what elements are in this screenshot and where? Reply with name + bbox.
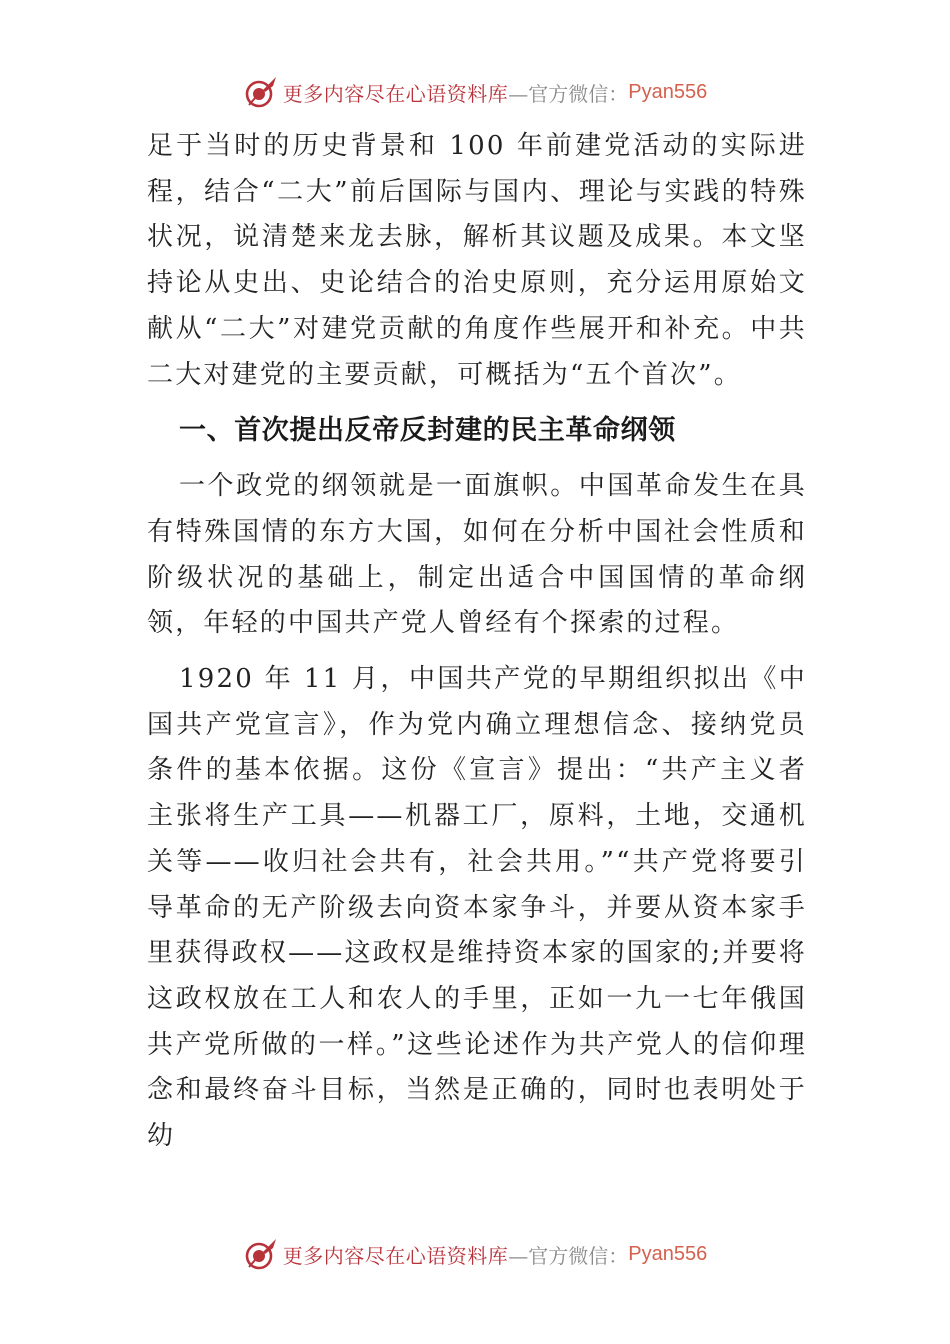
quill-circle-icon bbox=[243, 74, 279, 110]
watermark-lead-text: 更多内容尽在心语资料库 bbox=[282, 1243, 509, 1268]
header-watermark bbox=[0, 70, 950, 114]
watermark-account: Pyan556 bbox=[628, 1242, 708, 1265]
watermark-lead-text: 更多内容尽在心语资料库 bbox=[282, 81, 509, 106]
watermark-separator-text: —官方微信： bbox=[508, 81, 629, 106]
paragraph: 1920 年 11 月，中国共产党的早期组织拟出《中国共产党宣言》，作为党内确立理想信念、接纳党员条件的基本依据。这份《宣言》提出：“共产主义者主张将生产工具——机器工厂，原料，土地，交通机关等——收归社会共有，社会共用。”“共产党将要引导革命的无产阶级去向资本家争斗，并要从资本家手里获得政权——这政权是维持资本家的国家的;并要将这政权放在工人和农人的手里，正如一九一七年俄国共产党所做的一样。”这些论述作为共产党人的信仰理念和最终奋斗目标，当然是正确的，同时也表明处于幼 bbox=[147, 664, 807, 1152]
paragraph-continued: 足于当时的历史背景和 100 年前建党活动的实际进程，结合“二大”前后国际与国内、理论与实践的特殊状况，说清楚来龙去脉，解析其议题及成果。本文坚持论从史出、史论结合的治史原则，充分运用原始文献从“二大”对建党贡献的角度作些展开和补充。中共二大对建党的主要贡献，可概括为“五个首次”。 bbox=[147, 131, 807, 390]
quill-circle-icon bbox=[243, 1236, 279, 1272]
watermark-separator-text: —官方微信： bbox=[508, 1243, 629, 1268]
section-heading: 一、首次提出反帝反封建的民主革命纲领 bbox=[179, 415, 676, 447]
watermark-account: Pyan556 bbox=[628, 80, 708, 103]
footer-watermark bbox=[0, 1232, 950, 1276]
paragraph: 一个政党的纲领就是一面旗帜。中国革命发生在具有特殊国情的东方大国，如何在分析中国社会性质和阶级状况的基础上，制定出适合中国国情的革命纲领，年轻的中国共产党人曾经有个探索的过程。 bbox=[147, 471, 807, 639]
article-body bbox=[147, 124, 807, 1160]
